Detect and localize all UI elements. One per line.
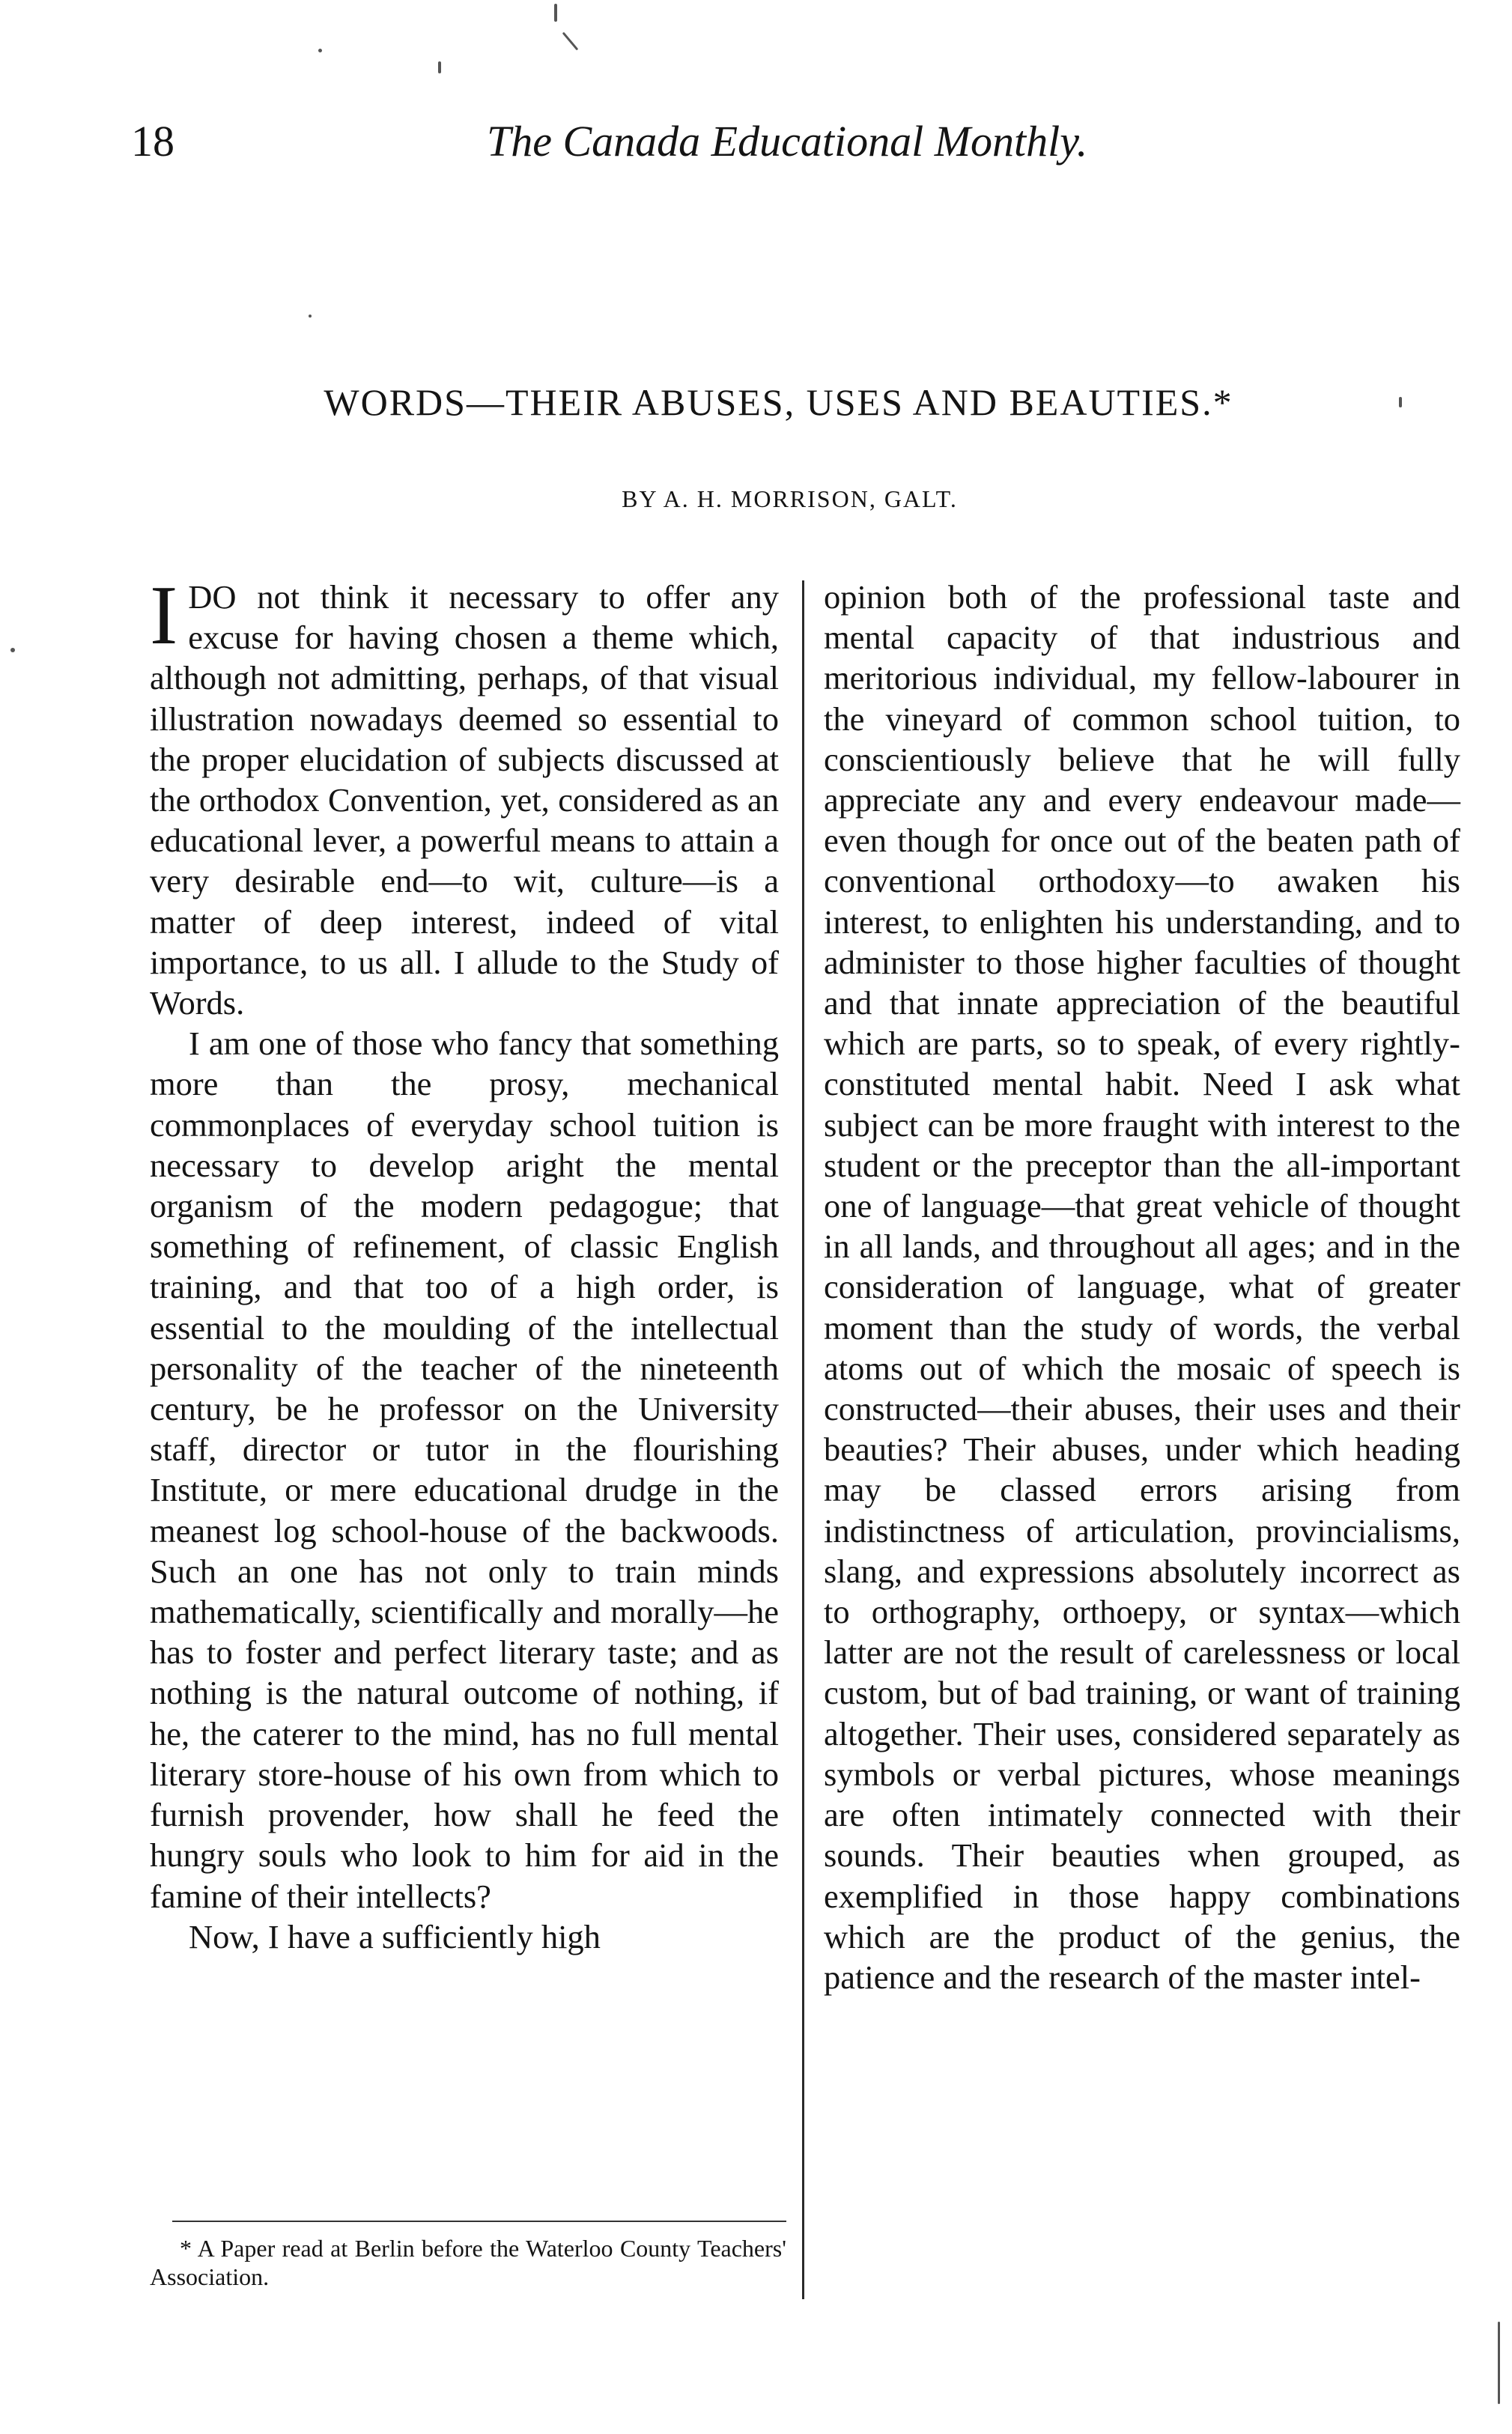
scan-speck: [554, 4, 557, 22]
scan-speck: [309, 315, 312, 318]
scan-speck: [1399, 397, 1402, 407]
footnote-divider: [172, 2221, 786, 2222]
journal-title: The Canada Educational Monthly.: [487, 117, 1088, 166]
column-divider: [802, 580, 804, 2299]
paragraph: Now, I have a sufficiently high: [189, 1917, 601, 1955]
drop-cap: I: [150, 569, 178, 662]
article-title: WORDS—THEIR ABUSES, USES AND BEAUTIES.*: [324, 381, 1233, 423]
article-byline: BY A. H. MORRISON, GALT.: [622, 485, 958, 512]
left-column: [150, 569, 779, 1957]
scan-speck: [1498, 2322, 1500, 2404]
paragraph: I am one of those who fancy that something more than the prosy, mechanical commonplaces of everyday school tuition is necessary to develop aright the mental organism of the modern pedagogue; that something of refinement, of classic English training, and that too of a high order, is essential to the moulding of the intellectual personality of the teacher of the nineteenth century, be he professor on the University staff, director or tutor in the flourishing Institute, or mere educational drudge in the meanest log school-house of the backwoods. Such an one has not only to train minds mathematically, scientifically and morally—he has to foster and perfect literary taste; and as nothing is the natural outcome of nothing, if he, the caterer to the mind, has no full mental literary store-house of his own from which to furnish provender, how shall he feed the hungry souls who look to him for aid in the famine of their intellects?: [150, 1025, 779, 1915]
scan-speck: [10, 648, 15, 652]
scan-speck: [438, 61, 441, 73]
footnote: * A Paper read at Berlin before the Waterloo County Teachers' Association.: [150, 2235, 786, 2290]
paragraph: [150, 569, 779, 1023]
paragraph-text: DO not think it necessary to offer any excuse for having chosen a theme which, although not admitting, perhaps, of that visual illustration nowadays deemed so essential to the proper elucidation of subjects discussed at the orthodox Convention, yet, considered as an educational lever, a powerful means to attain a very desirable end—to wit, culture—is a matter of deep interest, indeed of vital importance, to us all. I allude to the Study of Words.: [150, 578, 779, 1022]
right-column: [824, 577, 1460, 1997]
paragraph: opinion both of the professional taste and mental capacity of that industrious and meritorious individual, my fellow-labourer in the vineyard of common school tuition, to conscientiously believe that he will fully appreciate any and every endeavour made—even though for once out of the beaten path of conventional orthodoxy—to awaken his interest, to enlighten his understanding, and to administer to those higher faculties of thought and that innate appreciation of the beautiful which are parts, so to speak, of every rightly-constituted mental habit. Need I ask what subject can be more fraught with interest to the student or the preceptor than the all-important one of language—that great vehicle of thought in all lands, and throughout all ages; and in the consideration of language, what of greater moment than the study of words, the verbal atoms out of which the mosaic of speech is constructed—their abuses, their uses and their beauties? Their abuses, under which heading may be classed errors arising from indistinctness of articulation, provincialisms, slang, and expressions absolutely incorrect as to orthography, orthoepy, or syntax—which latter are not the result of carelessness or local custom, but of bad training, or want of training altogether. Their uses, considered separately as symbols or verbal pictures, whose meanings are often intimately connected with their sounds. Their beauties when grouped, as exemplified in those happy combinations which are the product of the genius, the patience and the research of the master intel-: [824, 578, 1460, 1996]
scan-speck: [318, 49, 322, 52]
running-head: [131, 112, 1123, 180]
scan-speck: [562, 32, 579, 51]
page-number: 18: [131, 117, 174, 166]
